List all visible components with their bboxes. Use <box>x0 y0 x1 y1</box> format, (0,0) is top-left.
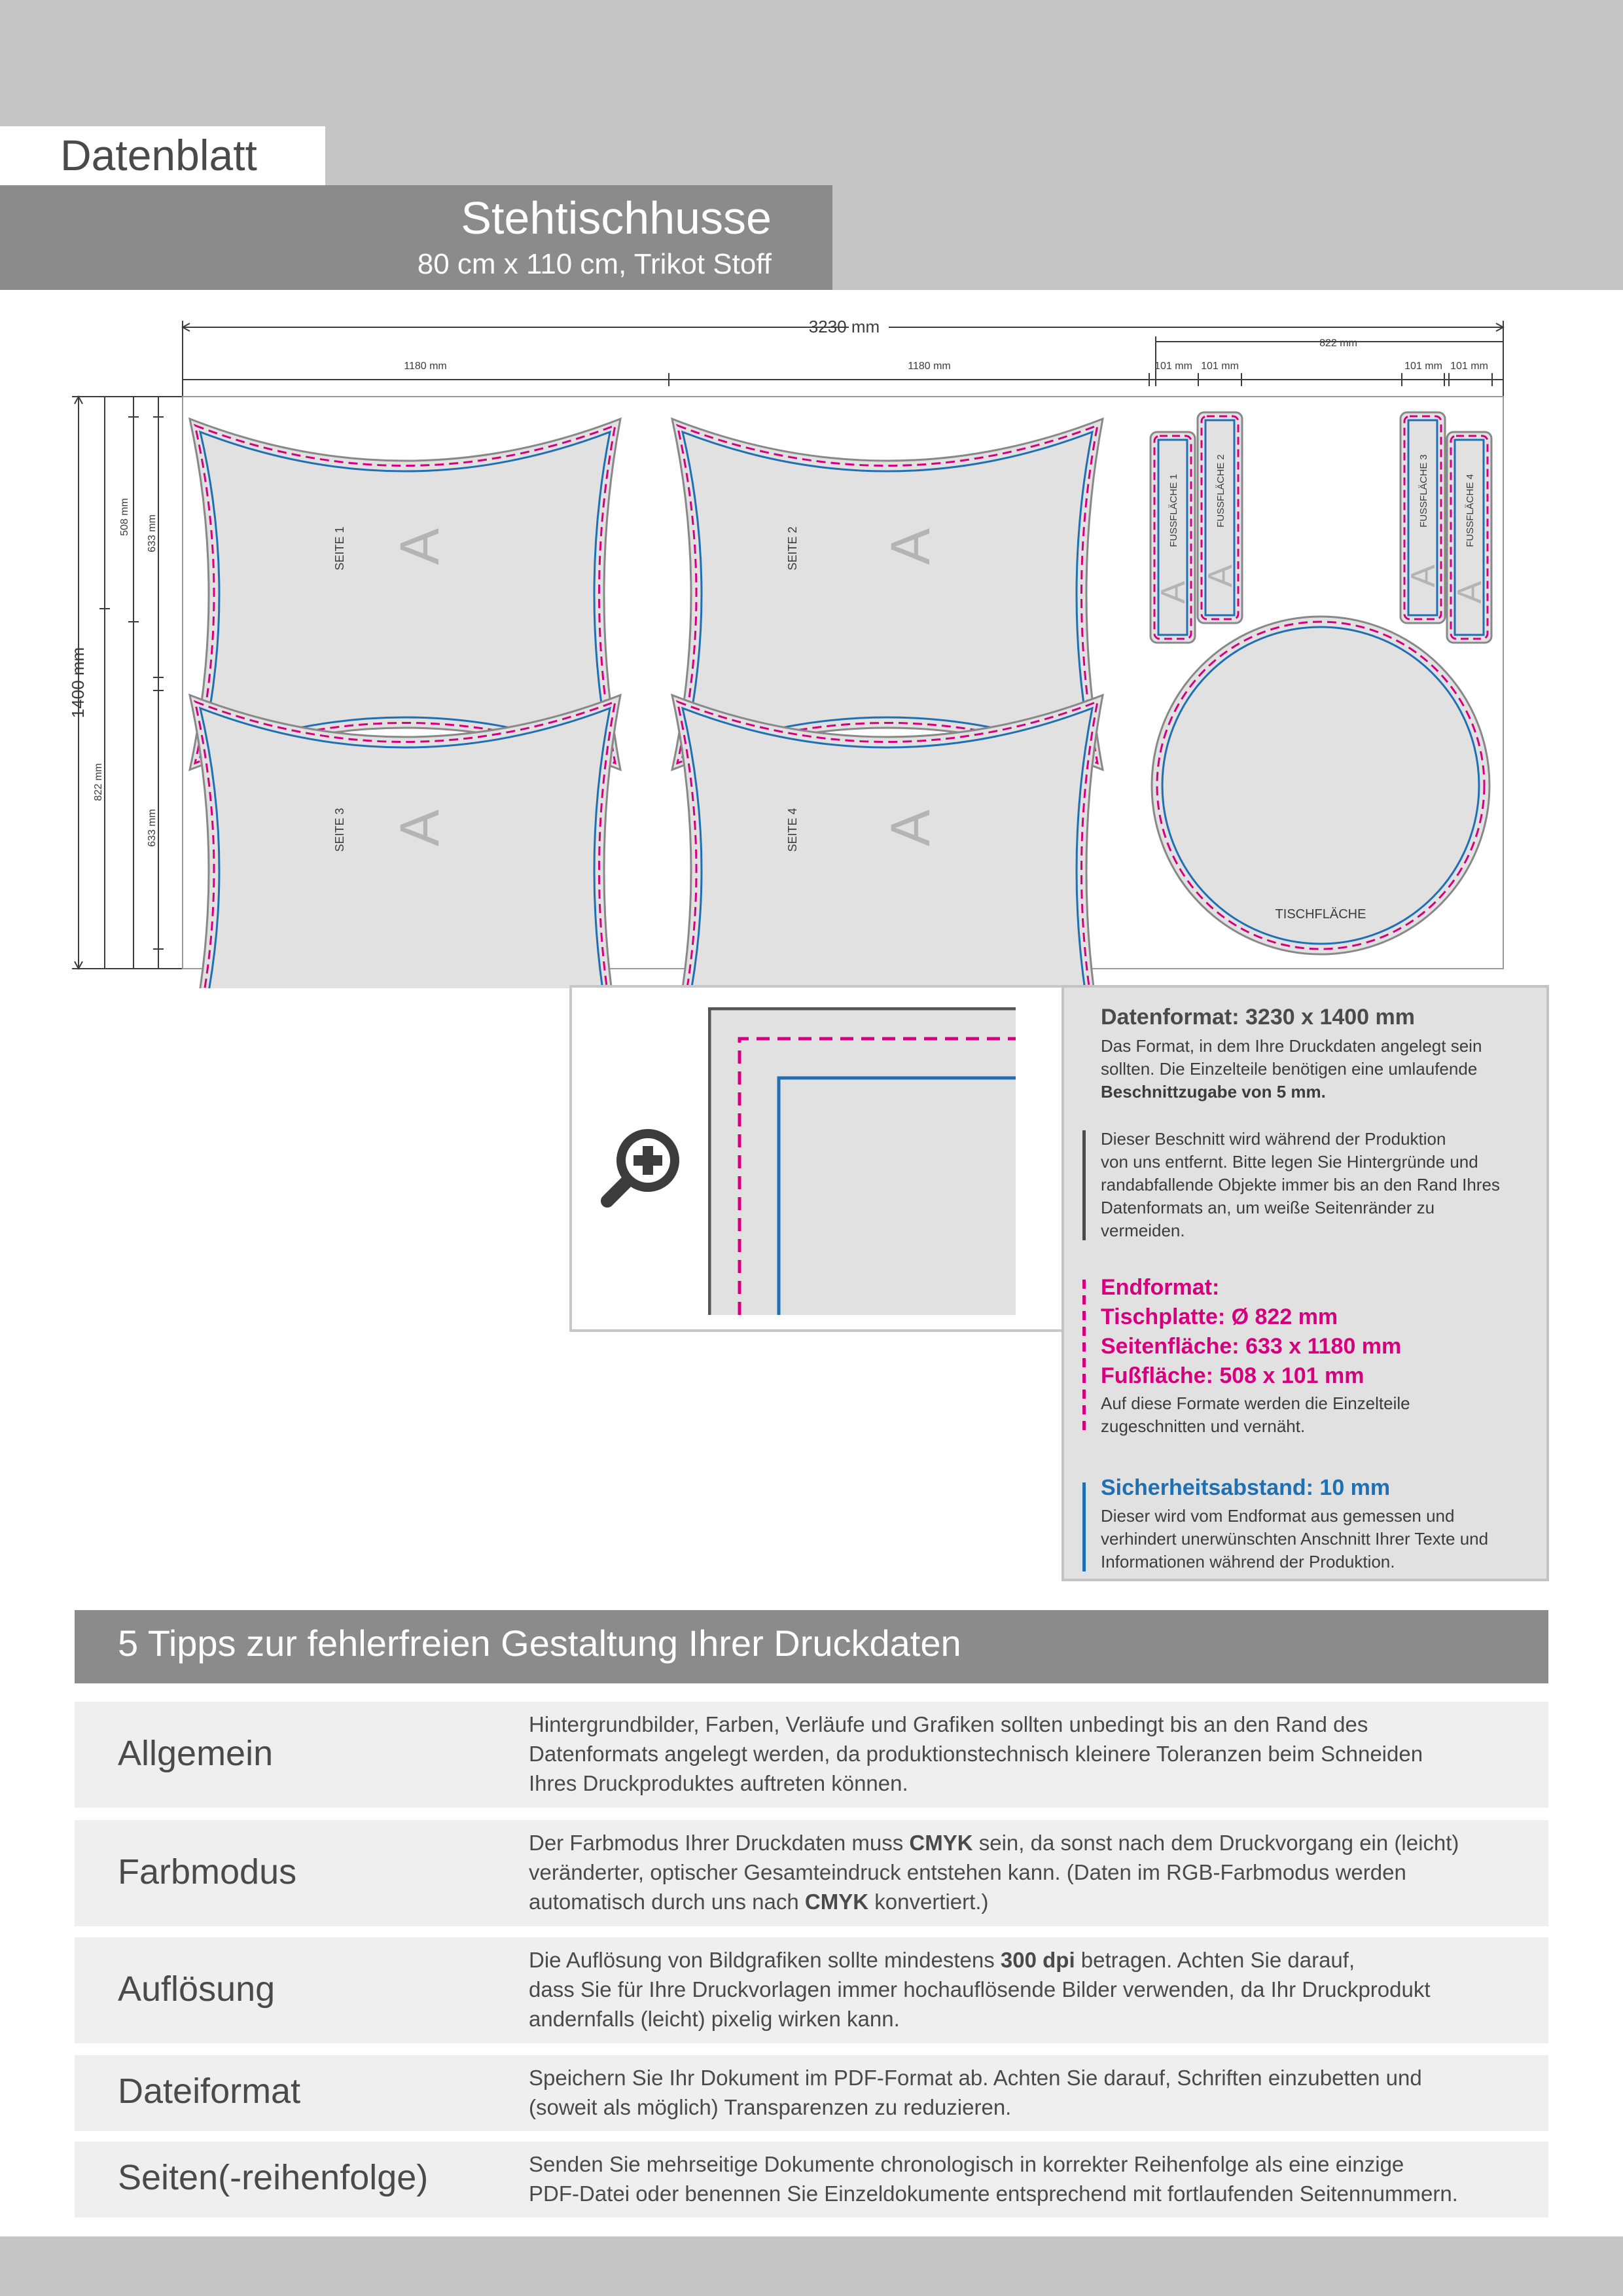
tip-row-seiten <box>75 2142 1548 2217</box>
endformat-side: Seitenfläche: 633 x 1180 mm <box>1101 1334 1402 1359</box>
tip-key-farbmodus: Farbmodus <box>118 1852 297 1892</box>
tip-row-allgemein <box>75 1702 1548 1808</box>
side-4-label: SEITE 4 <box>786 808 799 852</box>
horizontal-dimension-labels <box>404 317 1488 372</box>
beschnitt-text-2: von uns entfernt. Bitte legen Sie Hintergründe und <box>1101 1152 1478 1172</box>
tip-row-farbmodus <box>75 1820 1548 1926</box>
tip-farbmodus-line-2: veränderter, optischer Gesamteindruck entstehen kann. (Daten im RGB-Farbmodus werden <box>529 1860 1406 1884</box>
tip-aufloesung-line-3: andernfalls (leicht) pixelig wirken kann. <box>529 2007 900 2031</box>
beschnitt-bar <box>1082 1130 1086 1240</box>
tip-row-dateiformat <box>75 2055 1548 2131</box>
beschnitt-text-5: vermeiden. <box>1101 1221 1185 1240</box>
datenformat-text-1: Das Format, in dem Ihre Druckdaten angelegt sein <box>1101 1036 1482 1056</box>
tip-key-allgemein: Allgemein <box>118 1734 274 1773</box>
endformat-bar <box>1082 1280 1086 1435</box>
zoom-in-icon[interactable] <box>601 1122 686 1208</box>
endformat-foot: Fußfläche: 508 x 101 mm <box>1101 1363 1364 1388</box>
foot-4-label: FUSSFLÄCHE 4 <box>1465 474 1476 547</box>
side-1-label: SEITE 1 <box>333 526 346 571</box>
tip-dateiformat-line-2: (soweit als möglich) Transparenzen zu reduzieren. <box>529 2095 1012 2119</box>
tip-key-aufloesung: Auflösung <box>118 1969 276 2009</box>
tip-text-dateiformat <box>529 2063 1537 2122</box>
tip-allgemein-line-3: Ihres Druckproduktes auftreten können. <box>529 1771 908 1795</box>
dim-foot-width-1: 101 mm <box>1154 361 1192 372</box>
dim-foot-height: 508 mm <box>119 498 130 536</box>
bleed-detail-illustration <box>708 1007 1016 1315</box>
tip-allgemein-line-1: Hintergrundbilder, Farben, Verläufe und Grafiken sollten unbedingt bis an den Rand des <box>529 1712 1368 1736</box>
dim-total-width: 3230 mm <box>808 317 880 336</box>
tip-allgemein-line-2: Datenformats angelegt werden, da produktionstechnisch kleinere Toleranzen beim Schneiden <box>529 1742 1423 1766</box>
orientation-mark-1: A <box>389 528 450 565</box>
safety-text-1: Dieser wird vom Endformat aus gemessen und <box>1101 1506 1455 1526</box>
tip-row-aufloesung <box>75 1937 1548 2043</box>
foot-2-label: FUSSFLÄCHE 2 <box>1215 454 1226 528</box>
info-panel <box>1061 985 1549 1581</box>
dim-top-height: 822 mm <box>93 763 104 801</box>
tip-key-seiten: Seiten(-reihenfolge) <box>118 2158 429 2197</box>
tip-farbmodus-line-1: Der Farbmodus Ihrer Druckdaten muss CMYK sein, da sonst nach dem Druckvorgang ein (leicht) <box>529 1831 1459 1855</box>
safety-text-3: Informationen während der Produktion. <box>1101 1552 1395 1571</box>
endformat-text-2: zugeschnitten und vernäht. <box>1101 1416 1306 1436</box>
endformat-top: Tischplatte: Ø 822 mm <box>1101 1304 1338 1329</box>
endformat-text-1: Auf diese Formate werden die Einzelteile <box>1101 1393 1410 1413</box>
tip-text-allgemein <box>529 1710 1537 1798</box>
orientation-mark-3: A <box>389 809 450 847</box>
tip-text-farbmodus <box>529 1828 1537 1916</box>
tip-aufloesung-line-1: Die Auflösung von Bildgrafiken sollte mindestens 300 dpi betragen. Achten Sie darauf, <box>529 1948 1355 1972</box>
orientation-mark-4: A <box>880 809 941 847</box>
tip-seiten-line-1: Senden Sie mehrseitige Dokumente chronologisch in korrekter Reihenfolge als eine einzige <box>529 2152 1404 2176</box>
datasheet-label-text: Datenblatt <box>60 131 257 179</box>
orientation-mark-2: A <box>880 528 941 565</box>
foot-mark-1: A <box>1154 581 1192 604</box>
foot-mark-2: A <box>1202 564 1240 588</box>
dim-side-width-2: 1180 mm <box>908 361 951 372</box>
tip-dateiformat-line-1: Speichern Sie Ihr Dokument im PDF-Format ab. Achten Sie darauf, Schriften einzubetten und <box>529 2066 1422 2090</box>
template-drawing <box>0 308 1623 988</box>
tip-text-aufloesung <box>529 1945 1537 2034</box>
safety-text-2: verhindert unerwünschten Anschnitt Ihrer Texte und <box>1101 1529 1489 1549</box>
dim-side-height-top: 633 mm <box>147 514 158 552</box>
table-top-label: TISCHFLÄCHE <box>1275 907 1366 922</box>
tip-text-seiten <box>529 2149 1537 2208</box>
tips-heading: 5 Tipps zur fehlerfreien Gestaltung Ihrer Druckdaten <box>118 1623 961 1664</box>
tips-heading-bar <box>75 1610 1548 1683</box>
beschnitt-text-3: randabfallende Objekte immer bis an den Rand Ihres <box>1101 1175 1500 1194</box>
table-top-circle <box>1152 617 1489 954</box>
dim-total-height: 1400 mm <box>68 647 88 719</box>
dim-foot-width-3: 101 mm <box>1404 361 1442 372</box>
foot-3-label: FUSSFLÄCHE 3 <box>1418 454 1429 528</box>
vertical-dimensions <box>72 397 183 969</box>
dim-side-height-bottom: 633 mm <box>147 809 158 847</box>
title-box <box>0 185 832 290</box>
foot-mark-4: A <box>1451 581 1489 604</box>
datenformat-text-2: sollten. Die Einzelteile benötigen eine umlaufende <box>1101 1059 1478 1079</box>
endformat-title: Endformat: <box>1101 1275 1220 1300</box>
foot-mark-3: A <box>1404 564 1442 588</box>
dim-foot-width-4: 101 mm <box>1450 361 1488 372</box>
tip-aufloesung-line-2: dass Sie für Ihre Druckvorlagen immer hochauflösende Bilder verwenden, da Ihr Druckprodukt <box>529 1977 1431 2001</box>
tip-seiten-line-2: PDF-Datei oder benennen Sie Einzeldokumente entsprechend mit fortlaufenden Seitennummern. <box>529 2181 1458 2206</box>
footer-band <box>0 2236 1623 2296</box>
dim-foot-width-2: 101 mm <box>1201 361 1239 372</box>
vertical-dimension-labels <box>68 498 158 847</box>
beschnitt-text-1: Dieser Beschnitt wird während der Produktion <box>1101 1129 1446 1149</box>
side-2-label: SEITE 2 <box>786 526 799 571</box>
tip-farbmodus-line-3: automatisch durch uns nach CMYK konvertiert.) <box>529 1890 989 1914</box>
side-3-label: SEITE 3 <box>333 808 346 852</box>
safety-title: Sicherheitsabstand: 10 mm <box>1101 1475 1391 1500</box>
page-subtitle: 80 cm x 110 cm, Trikot Stoff <box>417 248 772 280</box>
foot-1-label: FUSSFLÄCHE 1 <box>1168 474 1179 547</box>
dim-side-width-1: 1180 mm <box>404 361 447 372</box>
datasheet-label <box>0 126 325 185</box>
dim-top-diameter: 822 mm <box>1319 338 1357 349</box>
beschnitt-text-4: Datenformats an, um weiße Seitenränder zu <box>1101 1198 1435 1217</box>
datenformat-title: Datenformat: 3230 x 1400 mm <box>1101 1005 1416 1030</box>
page-title: Stehtischhusse <box>461 192 772 243</box>
datenformat-text-3: Beschnittzugabe von 5 mm. <box>1101 1082 1326 1102</box>
safety-bar <box>1082 1482 1086 1571</box>
tip-key-dateiformat: Dateiformat <box>118 2072 301 2111</box>
